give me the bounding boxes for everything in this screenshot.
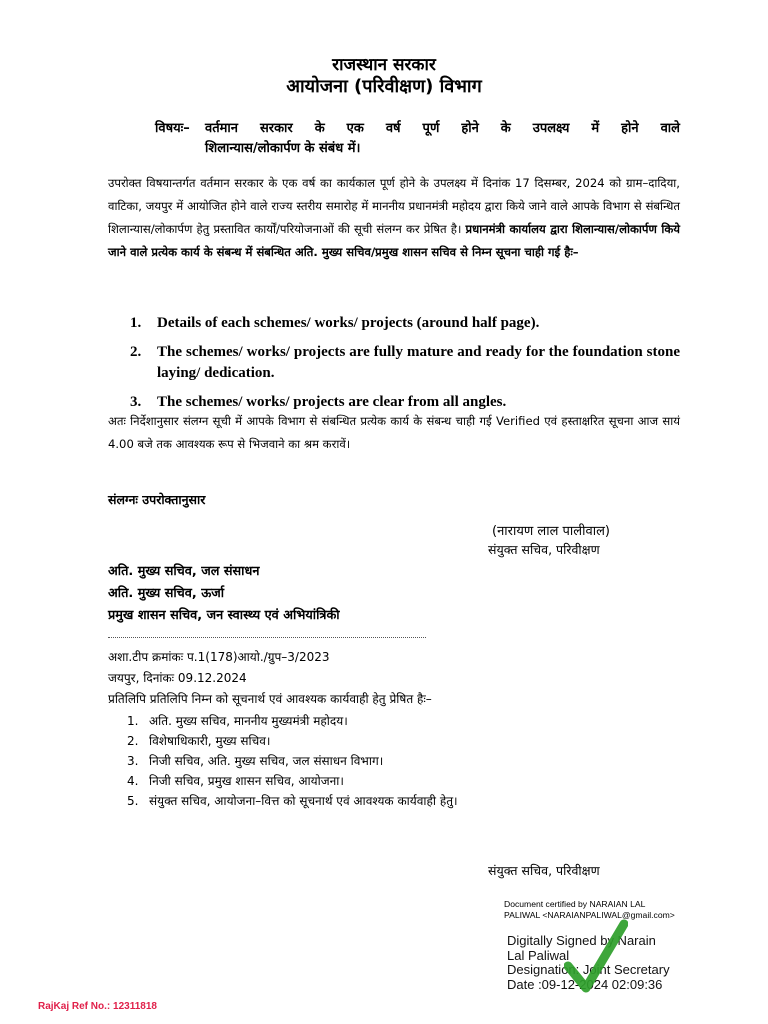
list-item-number: 2. (127, 734, 139, 748)
list-item-number: 4. (127, 774, 139, 788)
certification-line-2: PALIWAL <NARAIANPALIWAL@gmail.com> (504, 909, 675, 920)
signature-line-3: Designation: Joint Secretary (507, 962, 670, 978)
signatory-designation: संयुक्त सचिव, परिवीक्षण (488, 542, 600, 557)
list-item-text: विशेषाधिकारी, मुख्य सचिव। (149, 734, 271, 748)
paragraph-1-text: उपरोक्त विषयान्तर्गत वर्तमान सरकार के एक वर्ष का कार्यकाल पूर्ण होने के उपलक्ष्य में दिनांक 17 दिसम्बर, 2024 को ग्राम–दादिया, वाटिका, जयपुर में आयोजित होने वाले राज्य स्तरीय समारोह में माननीय प्रधानमंत्री महोदय द्वारा किये जाने वाले आपके विभाग से संबन्धित शिलान्यास/लोकार्पण हेतु प्रस्तावित कार्यों/परियोजनाओं की सूची संलग्न कर प्रेषित है। (108, 176, 680, 236)
list-item (130, 313, 680, 334)
paragraph-1-bold-text: प्रधानमंत्री कार्यालय द्वारा शिलान्यास/लोकार्पण किये जाने वाले प्रत्येक कार्य के संबन्ध में संबन्धित अति. मुख्य सचिव/प्रमुख शासन सचिव से निम्न सूचना चाही गई हैः– (108, 222, 680, 259)
copy-signatory-designation: संयुक्त सचिव, परिवीक्षण (488, 863, 600, 878)
list-item (130, 342, 680, 384)
addressee: अति. मुख्य सचिव, जल संसाधन (108, 564, 260, 579)
department-heading: आयोजना (परिवीक्षण) विभाग (286, 76, 482, 97)
certification-note (504, 899, 744, 920)
list-item (127, 731, 458, 751)
list-item (127, 771, 458, 791)
list-item-text: संयुक्त सचिव, आयोजना–वित्त को सूचनार्थ एवं आवश्यक कार्यवाही हेतु। (149, 794, 458, 808)
signature-line-2: Lal Paliwal (507, 947, 570, 963)
list-item-text: The schemes/ works/ projects are clear from all angles. (157, 394, 507, 410)
checkmark-icon (564, 918, 628, 998)
list-item-number: 3. (130, 394, 142, 410)
signature-line-4: Date :09-12-2024 02:09:36 (507, 976, 663, 992)
list-item-text: The schemes/ works/ projects are fully mature and ready for the foundation stone laying/ dedication. (157, 344, 680, 381)
list-item-text: निजी सचिव, अति. मुख्य सचिव, जल संसाधन विभाग। (149, 754, 384, 768)
body-paragraph-1 (108, 172, 680, 264)
list-item-number: 3. (127, 754, 139, 768)
issue-date: जयपुर, दिनांकः 09.12.2024 (108, 671, 247, 685)
list-item-number: 5. (127, 794, 139, 808)
list-item-text: अति. मुख्य सचिव, माननीय मुख्यमंत्री महोदय। (149, 714, 348, 728)
list-item-text: निजी सचिव, प्रमुख शासन सचिव, आयोजना। (149, 774, 344, 788)
subject-line-1: वर्तमान सरकार के एक वर्ष पूर्ण होने के उपलक्ष्य में होने वाले (205, 121, 680, 136)
dotted-divider (108, 637, 426, 638)
reference-number: अशा.टीप क्रमांकः प.1(178)आयो./ग्रुप–3/2023 (108, 650, 330, 664)
signatory-name (492, 521, 610, 539)
list-item-number: 2. (130, 344, 142, 360)
close-bracket: ) (604, 524, 610, 539)
open-bracket: ( (492, 524, 498, 539)
copy-list (127, 711, 458, 811)
list-item-number: 1. (127, 714, 139, 728)
list-item (127, 751, 458, 771)
enclosure-note: संलग्नः उपरोक्तानुसार (108, 492, 206, 507)
body-paragraph-2: अतः निर्देशानुसार संलग्न सूची में आपके विभाग से संबन्धित प्रत्येक कार्य के संबन्ध चाही गई Verified एवं हस्ताक्षरित सूचना आज सायं 4.00 बजे तक आवश्यक रूप से भिजवाने का श्रम करावें। (108, 414, 680, 451)
signatory-name-text: नारायण लाल पालीवाल (497, 524, 605, 539)
certification-line-1: Document certified by NARAIAN LAL (504, 899, 646, 909)
signature-line-1: Digitally Signed by Narain (507, 933, 656, 948)
subject-label: विषयः– (155, 121, 190, 136)
rajkaj-reference: RajKaj Ref No.: 12311818 (38, 1001, 157, 1012)
addressee: प्रमुख शासन सचिव, जन स्वास्थ्य एवं अभियांत्रिकी (108, 608, 340, 623)
addressee: अति. मुख्य सचिव, ऊर्जा (108, 586, 225, 601)
list-item-text: Details of each schemes/ works/ projects (around half page). (157, 315, 540, 331)
government-heading: राजस्थान सरकार (332, 55, 436, 75)
subject-line-2: शिलान्यास/लोकार्पण के संबंध में। (205, 141, 361, 156)
list-item (127, 711, 458, 731)
list-item (127, 791, 458, 811)
requirements-list (130, 313, 680, 421)
copy-intro: प्रतिलिपि प्रतिलिपि निम्न को सूचनार्थ एवं आवश्यक कार्यवाही हेतु प्रेषित हैः– (108, 692, 432, 706)
list-item-number: 1. (130, 315, 142, 331)
